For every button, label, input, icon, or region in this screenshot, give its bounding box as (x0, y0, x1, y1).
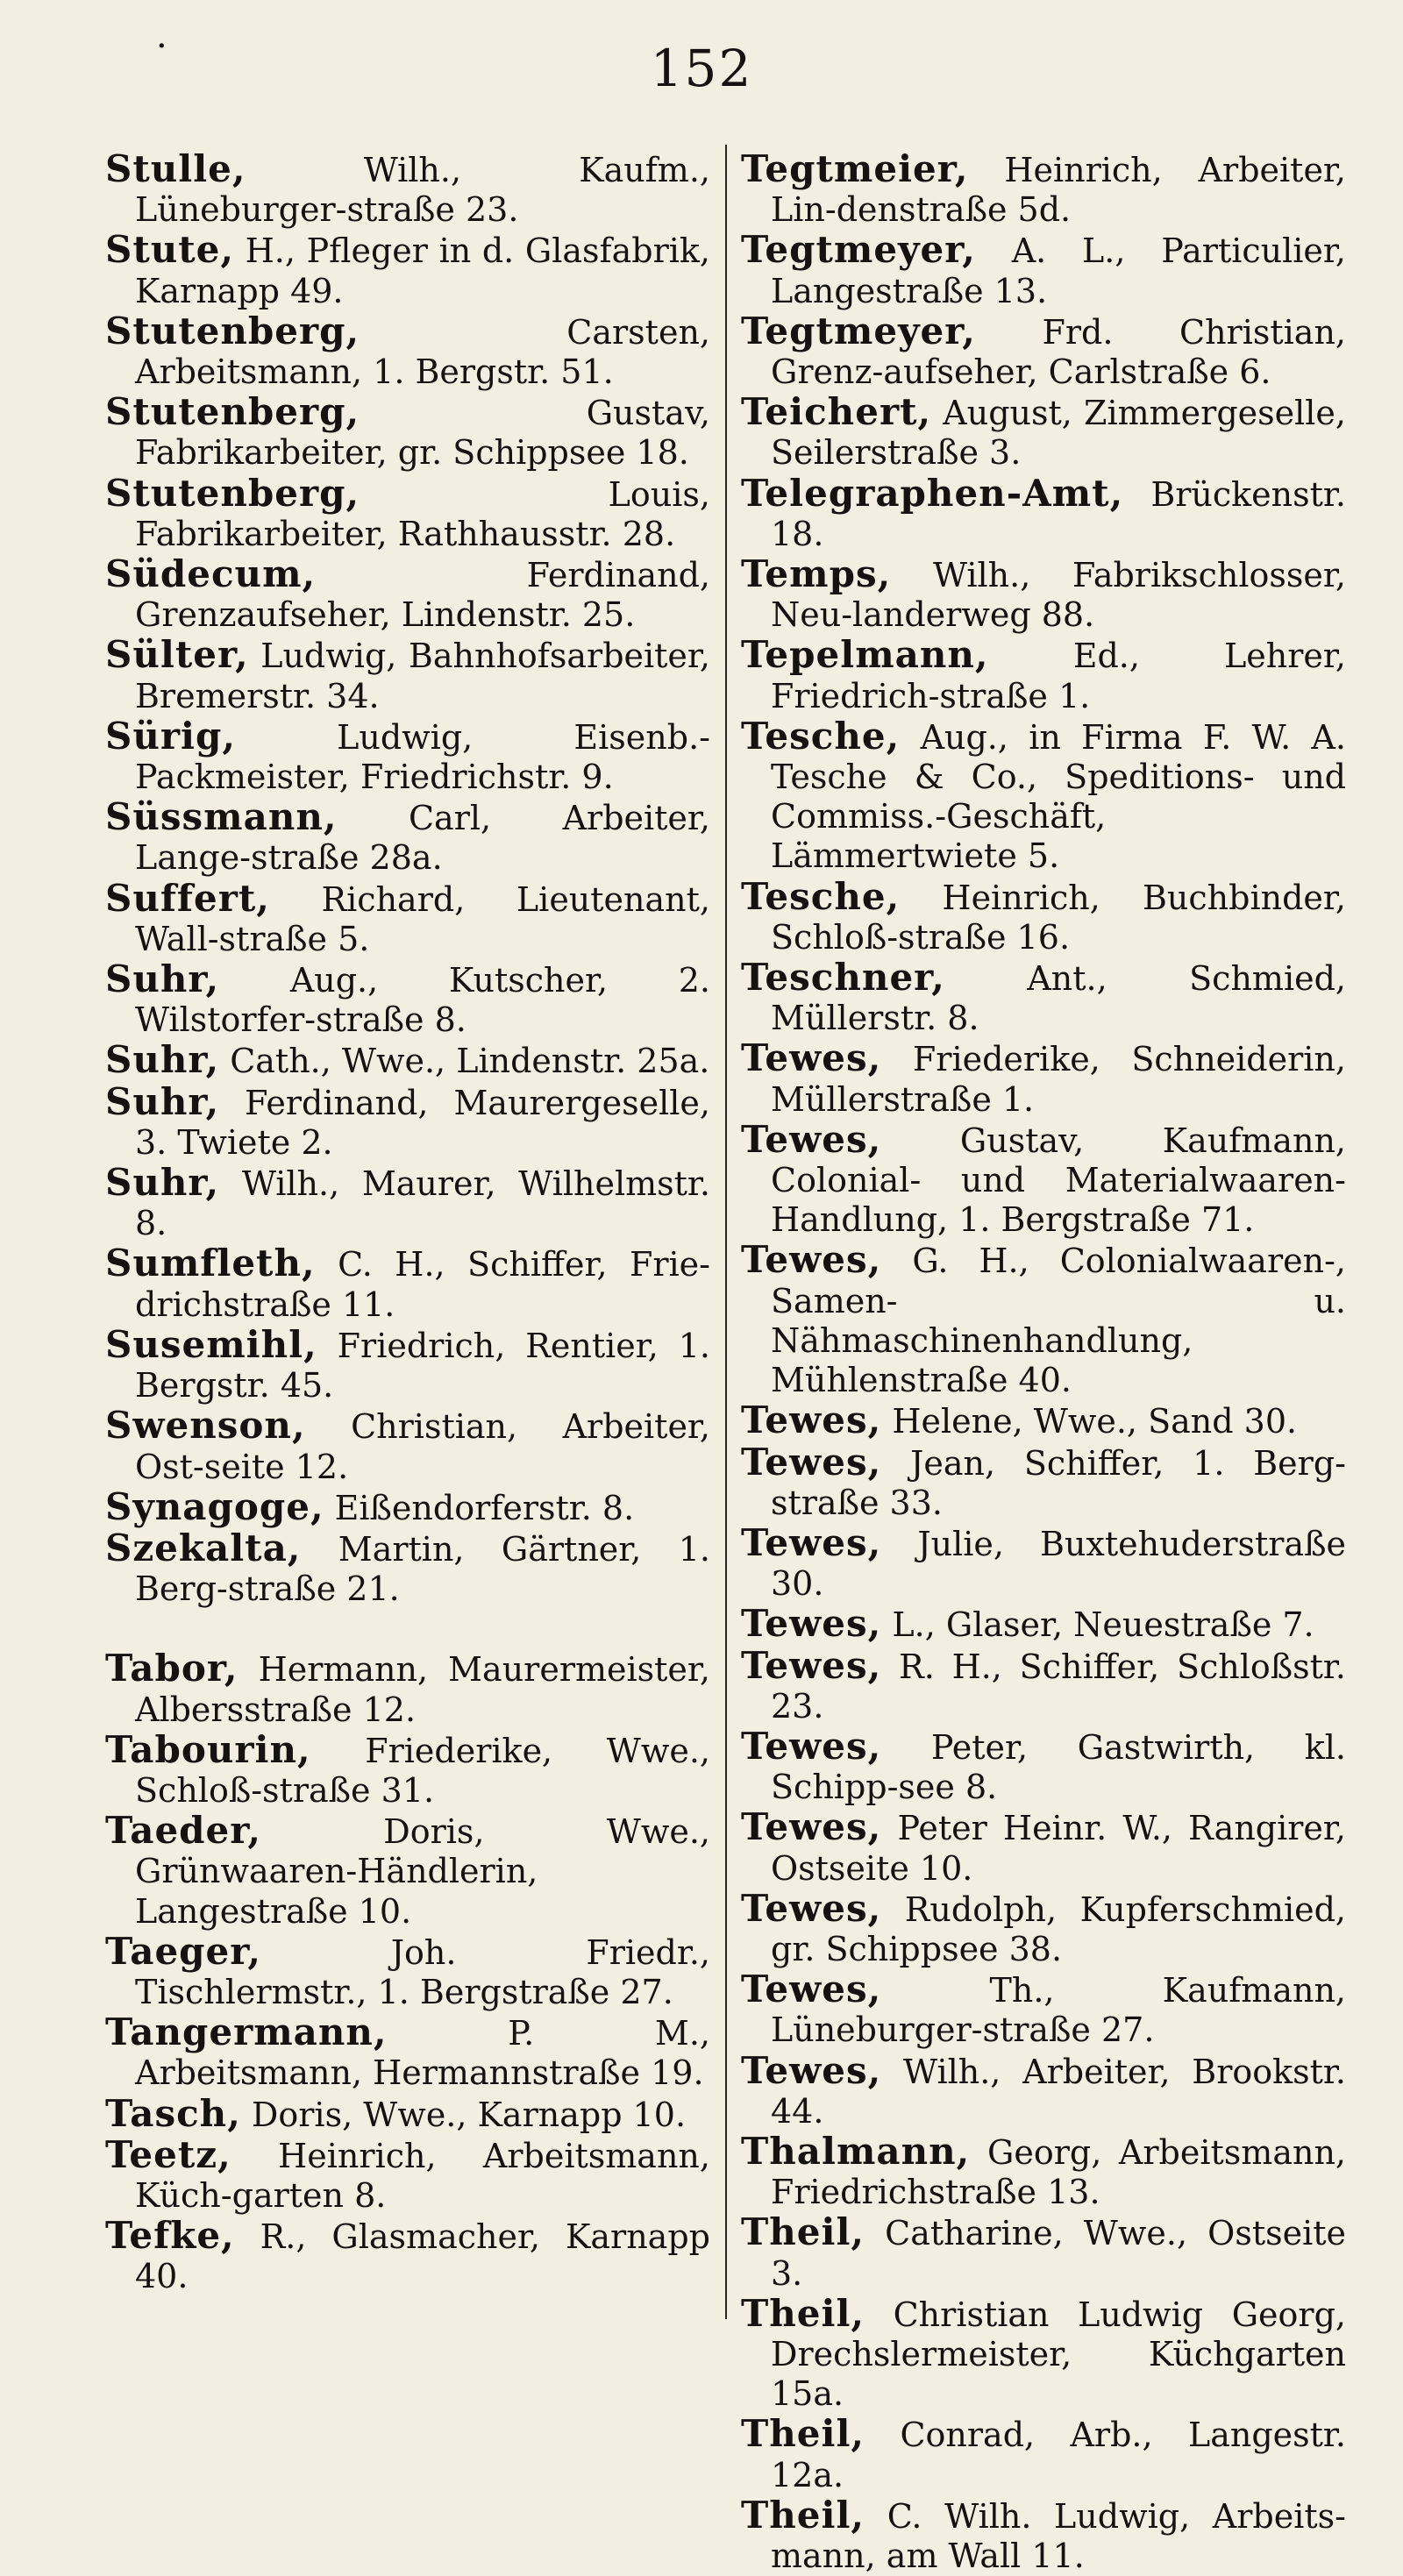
entry-name: Tewes, (741, 1643, 882, 1687)
directory-entry (105, 1243, 710, 1324)
entry-name: Suhr, (105, 1161, 220, 1205)
entry-name: Stulle, (105, 147, 246, 190)
directory-entry (741, 2048, 1346, 2131)
entry-details: Carl, Arbeiter, Lange-straße 28a. (135, 799, 710, 878)
directory-entry (741, 716, 1346, 877)
entry-details: C. Wilh. Ludwig, Arbeits-mann, am Wall 11. (771, 2496, 1346, 2575)
entry-name: Tewes, (741, 1440, 882, 1484)
entry-details: C. H., Schiffer, Frie-drichstraße 11. (135, 1245, 710, 1324)
directory-entry (741, 230, 1346, 310)
entry-name: Synagoge, (105, 1484, 324, 1528)
entry-details: Ferdinand, Maurergeselle, 3. Twiete 2. (135, 1083, 710, 1162)
entry-name: Teetz, (105, 2132, 231, 2176)
entry-details: Aug., in Firma F. W. A. Tesche & Co., Speditions- und Commiss.-Geschäft, Lämmertwiete 5. (771, 717, 1346, 876)
directory-entry (741, 1117, 1346, 1241)
entry-details: Conrad, Arb., Langestr. 12a. (771, 2416, 1346, 2494)
directory-entry (105, 1322, 710, 1405)
entry-name: Szekalta, (105, 1526, 302, 1569)
section-gap (105, 1609, 710, 1648)
directory-entry (105, 1648, 710, 1729)
directory-entry (105, 1727, 710, 1811)
entry-name: Süssmann, (105, 795, 338, 839)
directory-entry (105, 716, 710, 797)
column-divider (725, 145, 727, 2319)
directory-entry (105, 1528, 710, 1609)
entry-name: Temps, (741, 552, 892, 596)
entry-name: Sumfleth, (105, 1242, 316, 1285)
entry-details: Ed., Lehrer, Friedrich-straße 1. (771, 637, 1346, 715)
entry-details: Th., Kaufmann, Lüneburger-straße 27. (771, 1971, 1346, 2050)
entry-name: Tabourin, (105, 1727, 311, 1771)
entry-name: Stutenberg, (105, 390, 360, 434)
directory-entry (741, 2212, 1346, 2293)
directory-entry (741, 2414, 1346, 2494)
directory-entry (105, 1484, 710, 1528)
directory-entry (741, 1726, 1346, 1807)
entry-details: Georg, Arbeitsmann, Friedrichstraße 13. (771, 2132, 1346, 2212)
entry-name: Stute, (105, 228, 235, 272)
directory-entry (741, 2291, 1346, 2415)
directory-entry (105, 473, 710, 554)
directory-entry (105, 1405, 710, 1486)
directory-entry (105, 2216, 710, 2296)
entry-name: Tewes, (741, 1036, 882, 1080)
entry-details: Peter, Gastwirth, kl. Schipp-see 8. (771, 1727, 1346, 1807)
entry-details: Brückenstr. 18. (771, 474, 1346, 553)
directory-entry (105, 554, 710, 635)
entry-details: R. H., Schiffer, Schloßstr. 23. (771, 1647, 1346, 1726)
entry-name: Tewes, (741, 1805, 882, 1849)
directory-entry (105, 1811, 710, 1932)
directory-entry (105, 311, 710, 392)
directory-entry (741, 1520, 1346, 1604)
entry-details: Ludwig, Bahnhofsarbeiter, Bremerstr. 34. (135, 637, 710, 715)
left-column (105, 149, 710, 2297)
entry-name: Tegtmeyer, (741, 228, 976, 272)
entry-details: R., Glasmacher, Karnapp 40. (135, 2217, 710, 2296)
entry-details: Jean, Schiffer, 1. Berg-straße 33. (771, 1443, 1346, 1522)
entry-name: Teschner, (741, 956, 945, 1000)
entry-details: Frd. Christian, Grenz-aufseher, Carlstraße 6. (771, 312, 1346, 392)
entry-details: Rudolph, Kupferschmied, gr. Schippsee 38. (771, 1889, 1346, 1968)
entry-name: Swenson, (105, 1404, 306, 1448)
directory-entry (741, 1604, 1346, 1645)
directory-entry (741, 2495, 1346, 2576)
entry-details: Heinrich, Arbeitsmann, Küch-garten 8. (135, 2136, 710, 2215)
directory-entry (741, 149, 1346, 230)
directory-entry (105, 959, 710, 1040)
entry-name: Theil, (741, 2210, 865, 2254)
entry-name: Tewes, (741, 1238, 882, 1282)
entry-name: Tewes, (741, 1520, 882, 1564)
entry-details: Carsten, Arbeitsmann, 1. Bergstr. 51. (135, 312, 710, 392)
entry-details: Friederike, Schneiderin, Müllerstraße 1. (771, 1040, 1346, 1119)
entry-name: Taeger, (105, 1929, 261, 1973)
entry-name: Tesche, (741, 714, 901, 758)
directory-entry (741, 1969, 1346, 2050)
directory-entry (105, 797, 710, 878)
entry-name: Tewes, (741, 1398, 882, 1442)
entry-name: Theil, (741, 2412, 865, 2456)
directory-entry (741, 1240, 1346, 1400)
entry-details: G. H., Colonialwaaren-, Samen- u. Nähmaschinenhandlung, Mühlenstraße 40. (771, 1242, 1346, 1400)
entry-name: Tabor, (105, 1647, 239, 1690)
entry-name: Telegraphen-Amt, (741, 471, 1124, 515)
directory-entry (741, 1807, 1346, 1888)
entry-details: Catharine, Wwe., Ostseite 3. (771, 2214, 1346, 2293)
entry-name: Tepelmann, (741, 633, 989, 677)
right-column (741, 149, 1346, 2576)
directory-entry (105, 1079, 710, 1163)
entry-name: Tegtmeier, (741, 147, 969, 190)
margin-dot-left: · (156, 26, 167, 67)
entry-details: Joh. Friedr., Tischlermstr., 1. Bergstraße 27. (135, 1932, 710, 2011)
entry-name: Suhr, (105, 1038, 220, 1082)
entry-name: Tewes, (741, 1117, 882, 1161)
entry-details: Louis, Fabrikarbeiter, Rathhausstr. 28. (135, 474, 710, 553)
entry-name: Südecum, (105, 552, 317, 596)
entry-details: Richard, Lieutenant, Wall-straße 5. (135, 879, 710, 958)
entry-details: Friedrich, Rentier, 1. Bergstr. 45. (135, 1326, 710, 1405)
directory-entry (105, 2091, 710, 2135)
directory-entry (741, 554, 1346, 635)
entry-details: Friederike, Wwe., Schloß-straße 31. (135, 1731, 710, 1810)
directory-entry (741, 957, 1346, 1038)
entry-name: Theil, (741, 2493, 865, 2537)
directory-entry (741, 2131, 1346, 2212)
entry-name: Thalmann, (741, 2129, 971, 2173)
entry-name: Tesche, (741, 874, 901, 918)
directory-entry (105, 1929, 710, 2012)
entry-name: Teichert, (741, 390, 932, 434)
entry-name: Tewes, (741, 1602, 882, 1646)
entry-details: Wilh., Arbeiter, Brookstr. 44. (771, 2052, 1346, 2131)
entry-details: Doris, Wwe., Grünwaaren-Händlerin, Langestraße 10. (135, 1812, 710, 1931)
entry-details: Martin, Gärtner, 1. Berg-straße 21. (135, 1529, 710, 1609)
directory-entry (105, 392, 710, 473)
entry-name: Tewes, (741, 1724, 882, 1768)
entry-name: Tefke, (105, 2214, 235, 2258)
entry-name: Tegtmeyer, (741, 309, 976, 352)
entry-details: Hermann, Maurermeister, Albersstraße 12. (135, 1650, 710, 1729)
entry-details: A. L., Particulier, Langestraße 13. (771, 231, 1346, 310)
entry-details: Doris, Wwe., Karnapp 10. (240, 2095, 687, 2134)
entry-details: Wilh., Fabrikschlosser, Neu-landerweg 88. (771, 556, 1346, 635)
entry-details: Eißendorferstr. 8. (324, 1488, 635, 1527)
entry-details: Ant., Schmied, Müllerstr. 8. (771, 959, 1346, 1038)
entry-details: Heinrich, Arbeiter, Lin-denstraße 5d. (771, 151, 1346, 230)
entry-details: Ludwig, Eisenb.-Packmeister, Friedrichstr. 9. (135, 717, 710, 797)
entry-name: Sülter, (105, 633, 249, 677)
directory-entry (105, 635, 710, 715)
directory-entry (741, 311, 1346, 392)
entry-details: P. M., Arbeitsmann, Hermannstraße 19. (135, 2014, 710, 2093)
entry-name: Suhr, (105, 957, 220, 1001)
entry-name: Stutenberg, (105, 471, 360, 515)
directory-entry (741, 1886, 1346, 1969)
page-number: 152 (650, 39, 753, 98)
directory-entry (741, 1400, 1346, 1441)
entry-name: Sürig, (105, 714, 236, 758)
entry-details: Ferdinand, Grenzaufseher, Lindenstr. 25. (135, 556, 710, 635)
entry-details: Gustav, Fabrikarbeiter, gr. Schippsee 18. (135, 394, 710, 473)
directory-entry (105, 149, 710, 230)
entry-details: Aug., Kutscher, 2. Wilstorfer-straße 8. (135, 961, 710, 1040)
entry-name: Tangermann, (105, 2010, 388, 2054)
entry-details: Helene, Wwe., Sand 30. (881, 1402, 1298, 1441)
entry-details: Heinrich, Buchbinder, Schloß-straße 16. (771, 878, 1346, 957)
entry-details: Christian, Arbeiter, Ost-seite 12. (135, 1407, 710, 1486)
directory-entry (741, 1038, 1346, 1119)
entry-details: L., Glaser, Neuestraße 7. (881, 1605, 1314, 1645)
directory-entry (105, 1163, 710, 1243)
entry-details: Gustav, Kaufmann, Colonial- und Materialwaaren-Handlung, 1. Bergstraße 71. (771, 1121, 1346, 1240)
entry-name: Suhr, (105, 1079, 220, 1123)
directory-entry (105, 230, 710, 310)
entry-name: Tasch, (105, 2091, 241, 2135)
entry-name: Tewes, (741, 1886, 882, 1930)
entry-details: Wilh., Maurer, Wilhelmstr. 8. (135, 1164, 710, 1243)
directory-entry (741, 874, 1346, 957)
directory-entry (105, 1040, 710, 1081)
entry-details: Cath., Wwe., Lindenstr. 25a. (219, 1042, 710, 1081)
directory-entry (741, 473, 1346, 554)
entry-name: Stutenberg, (105, 309, 360, 352)
directory-entry (741, 392, 1346, 473)
directory-entry (741, 635, 1346, 715)
entry-name: Theil, (741, 2291, 865, 2335)
entry-name: Tewes, (741, 2048, 882, 2092)
directory-entry (741, 1643, 1346, 1726)
entry-details: Peter Heinr. W., Rangirer, Ostseite 10. (771, 1809, 1346, 1888)
directory-entry (741, 1442, 1346, 1523)
entry-name: Taeder, (105, 1809, 261, 1853)
entry-details: Christian Ludwig Georg, Drechslermeister, Küchgarten 15a. (771, 2295, 1346, 2414)
entry-name: Suffert, (105, 876, 270, 920)
entry-details: Julie, Buxtehuderstraße 30. (771, 1524, 1346, 1604)
entry-details: Wilh., Kaufm., Lüneburger-straße 23. (135, 151, 710, 230)
entry-details: August, Zimmergeselle, Seilerstraße 3. (771, 394, 1346, 473)
entry-name: Susemihl, (105, 1322, 317, 1366)
entry-name: Tewes, (741, 1968, 882, 2011)
entry-details: H., Pfleger in d. Glasfabrik, Karnapp 49. (135, 231, 710, 310)
directory-entry (105, 876, 710, 959)
directory-entry (105, 2012, 710, 2093)
directory-entry (105, 2132, 710, 2216)
